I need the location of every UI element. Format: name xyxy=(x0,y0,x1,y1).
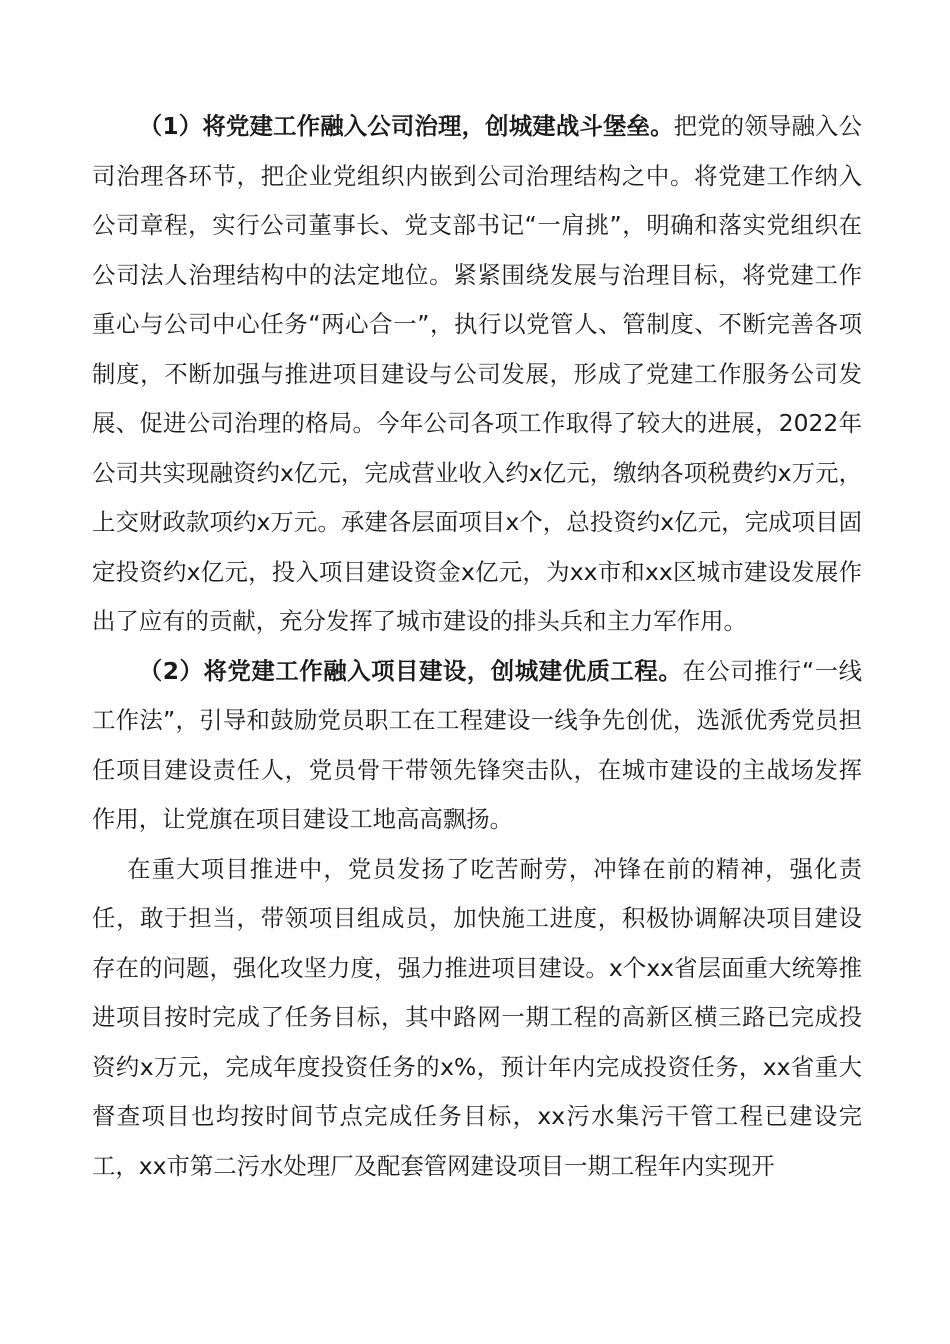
paragraph-2 xyxy=(92,647,862,845)
paragraph-1-heading: （1）将党建工作融入公司治理，创城建战斗堡垒。 xyxy=(138,112,674,140)
paragraph-1-text: 把党的领导融入公司治理各环节，把企业党组织内嵌到公司治理结构之中。将党建工作纳入公司章程，实行公司董事长、党支部书记“一肩挑”，明确和落实党组织在公司法人治理结构中的法定地位。紧紧围绕发展与治理目标，将党建工作重心与公司中心任务“两心合一”，执行以党管人、管制度、不断完善各项制度，不断加强与推进项目建设与公司发展，形成了党建工作服务公司发展、促进公司治理的格局。今年公司各项工作取得了较大的进展，2022年公司共实现融资约x亿元，完成营业收入约x亿元，缴纳各项税费约x万元，上交财政款项约x万元。承建各层面项目x个，总投资约x亿元，完成项目固定投资约x亿元，投入项目建设资金x亿元，为xx市和xx区城市建设发展作出了应有的贡献，充分发挥了城市建设的排头兵和主力军作用。 xyxy=(92,112,862,635)
paragraph-3 xyxy=(92,845,862,1192)
paragraph-2-text: 在公司推行“一线工作法”，引导和鼓励党员职工在工程建设一线争先创优，选派优秀党员担任项目建设责任人，党员骨干带领先锋突击队，在城市建设的主战场发挥作用，让党旗在项目建设工地高高飘扬。 xyxy=(92,656,862,833)
document-body xyxy=(92,102,862,1191)
paragraph-3-text: 在重大项目推进中，党员发扬了吃苦耐劳，冲锋在前的精神，强化责任，敢于担当，带领项目组成员，加快施工进度，积极协调解决项目建设存在的问题，强化攻坚力度，强力推进项目建设。x个xx省层面重大统筹推进项目按时完成了任务目标，其中路网一期工程的高新区横三路已完成投资约x万元，完成年度投资任务的x%，预计年内完成投资任务，xx省重大督查项目也均按时间节点完成任务目标，xx污水集污干管工程已建设完工，xx市第二污水处理厂及配套管网建设项目一期工程年内实现开 xyxy=(92,854,862,1180)
paragraph-2-heading: （2）将党建工作融入项目建设，创城建优质工程。 xyxy=(138,656,683,685)
paragraph-1 xyxy=(92,102,862,647)
